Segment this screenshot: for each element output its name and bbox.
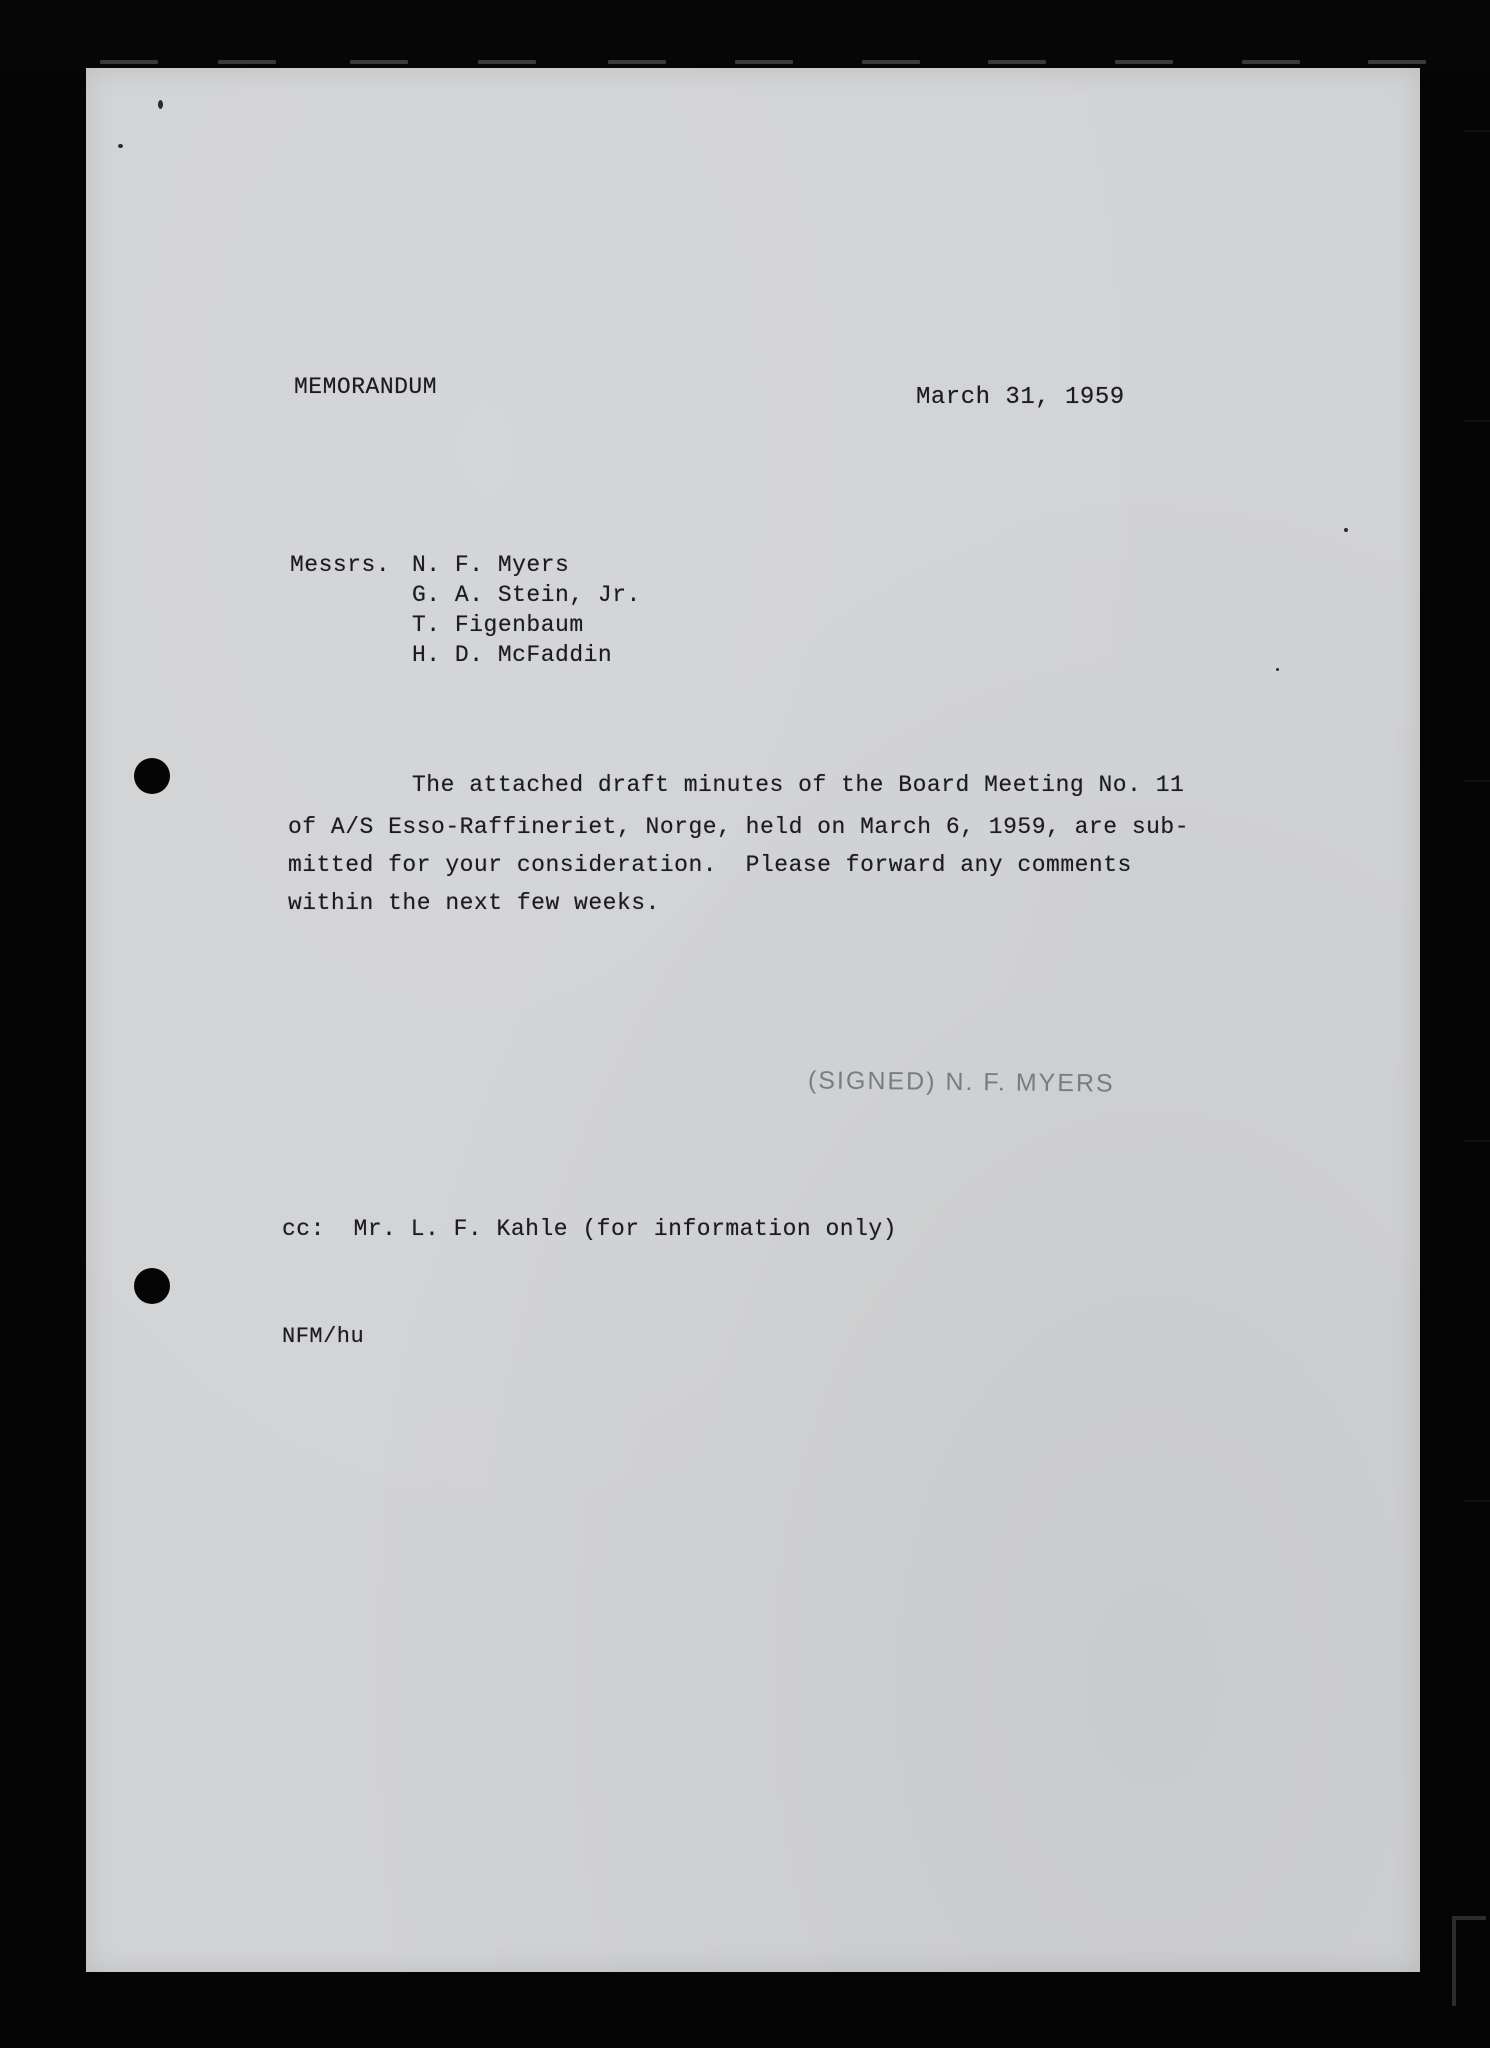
border-tick <box>862 60 920 64</box>
punch-hole-upper <box>134 758 170 794</box>
border-tick <box>218 60 276 64</box>
typist-initials: NFM/hu <box>282 1324 365 1349</box>
signature-stamp: (SIGNED) N. F. MYERS <box>807 1066 1115 1098</box>
border-tick <box>735 60 793 64</box>
recipient-4: H. D. McFaddin <box>412 642 613 668</box>
scan-edge-mark <box>1464 1500 1490 1502</box>
paper-mark <box>1276 668 1279 671</box>
body-line-2: of A/S Esso-Raffineriet, Norge, held on March 6, 1959, are sub- <box>288 814 1190 840</box>
body-line-1: The attached draft minutes of the Board Meeting No. 11 <box>412 772 1185 798</box>
punch-hole-lower <box>134 1268 170 1304</box>
paper-mark <box>158 100 163 109</box>
paper-mark <box>1344 528 1348 532</box>
border-tick <box>608 60 666 64</box>
border-tick <box>100 60 158 64</box>
body-line-3: mitted for your consideration. Please forward any comments <box>288 852 1132 878</box>
border-tick <box>1115 60 1173 64</box>
body-line-4: within the next few weeks. <box>288 890 660 916</box>
scan-edge-mark <box>1464 1140 1490 1142</box>
paper-mark <box>118 144 123 148</box>
recipient-3: T. Figenbaum <box>412 612 584 638</box>
scan-edge-mark <box>1464 780 1490 782</box>
border-tick <box>1368 60 1426 64</box>
scan-edge-mark <box>1464 130 1490 132</box>
border-tick <box>478 60 536 64</box>
cc-line: cc: Mr. L. F. Kahle (for information only) <box>282 1216 897 1242</box>
scan-corner-mark <box>1452 1916 1486 2006</box>
memo-heading: MEMORANDUM <box>294 374 438 400</box>
scan-edge-mark <box>1464 420 1490 422</box>
border-tick <box>350 60 408 64</box>
memo-sheet <box>86 68 1420 1972</box>
recipient-1: N. F. Myers <box>412 552 570 578</box>
salutation: Messrs. <box>290 552 391 578</box>
recipient-2: G. A. Stein, Jr. <box>412 582 641 608</box>
memo-date: March 31, 1959 <box>916 384 1125 411</box>
border-tick <box>1242 60 1300 64</box>
border-tick <box>988 60 1046 64</box>
